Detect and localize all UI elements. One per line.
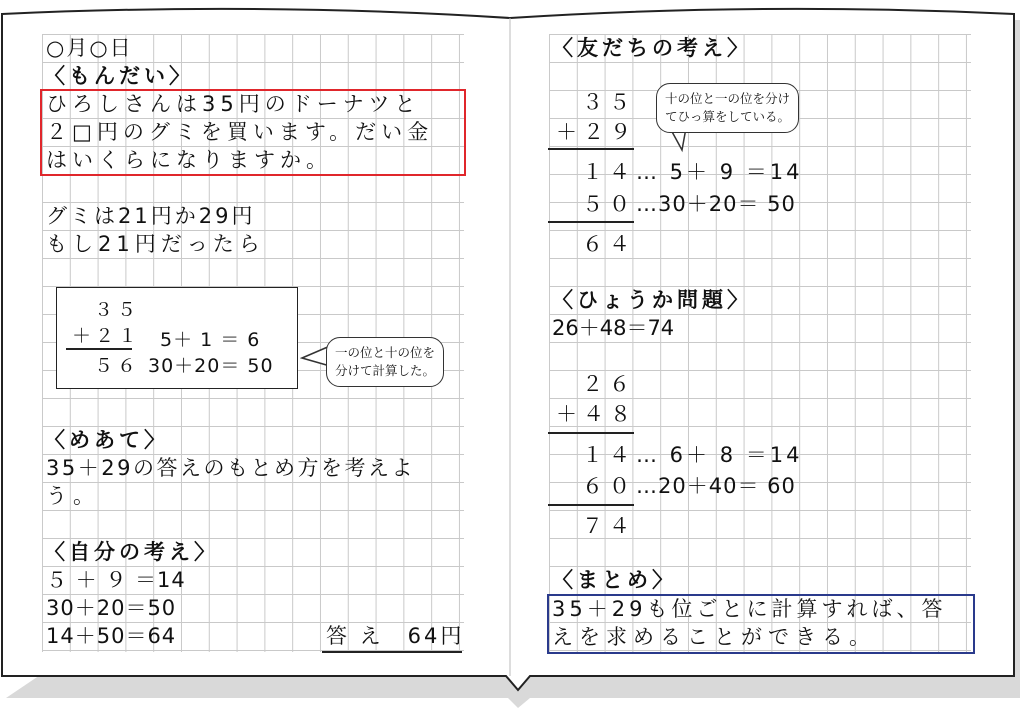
hyouka-equation: 26＋48＝74 (552, 316, 675, 340)
jibun-line-3: 14＋50＝64 (46, 624, 177, 648)
tomodachi-r1: １４ (582, 160, 636, 184)
jibun-heading: 〈自分の考え〉 (44, 540, 219, 564)
tomodachi-heading: 〈友だちの考え〉 (552, 36, 752, 60)
mondai-line-1: ひろしさんは35円のドーナツと (46, 92, 421, 116)
calc-eq-2: 30＋20＝ 50 (148, 355, 274, 377)
mondai-heading: 〈もんだい〉 (44, 64, 194, 88)
gumi-line-2: もし21円だったら (46, 232, 265, 256)
meate-heading: 〈めあて〉 (44, 428, 169, 452)
meate-line-1: 35＋29の答えのもとめ方を考えよ (46, 456, 415, 480)
tomodachi-r1-note: … 5＋ 9 ＝14 (636, 160, 803, 184)
calc-bubble (326, 337, 444, 387)
hyouka-r2-note: …20＋40＝ 60 (636, 474, 796, 498)
hyouka-top: ２６ (582, 372, 636, 396)
hyouka-r2: ６０ (582, 474, 636, 498)
hyouka-r1: １４ (582, 443, 636, 467)
date-label: ○月○日 (46, 36, 133, 60)
tomodachi-top: ３５ (582, 90, 636, 114)
hyouka-heading: 〈ひょうか問題〉 (552, 288, 752, 312)
jibun-line-1: ５ ＋ ９ ＝14 (46, 568, 186, 592)
calc-bubble-line-2: 分けて計算した。 (335, 363, 436, 378)
mondai-line-3: はいくらになりますか。 (46, 148, 332, 172)
matome-line-2: えを求めることができる。 (552, 625, 876, 649)
calc-result: ５６ (94, 355, 141, 377)
matome-line-1: 35＋29も位ごとに計算すれば、答 (552, 597, 947, 621)
tomodachi-plus: ＋２９ (556, 120, 637, 144)
tomodachi-rule-1 (548, 148, 634, 150)
hyouka-r1-note: … 6＋ 8 ＝14 (636, 443, 803, 467)
hyouka-rule-2 (548, 504, 634, 506)
tomodachi-bubble-line-2: てひっ算をしている。 (665, 109, 791, 124)
calc-eq-1: 5＋ 1 ＝ 6 (160, 329, 261, 351)
calc-plus: ＋２１ (72, 325, 142, 347)
tomodachi-r2-note: …30＋20＝ 50 (636, 192, 796, 216)
hyouka-total: ７４ (582, 514, 636, 538)
calc-rule (66, 348, 132, 350)
answer-underline (322, 651, 462, 653)
tomodachi-rule-2 (548, 221, 634, 223)
tomodachi-r2: ５０ (582, 192, 636, 216)
calc-bubble-line-1: 一の位と十の位を (335, 345, 436, 360)
tomodachi-total: ６４ (582, 232, 636, 256)
tomodachi-bubble-line-1: 十の位と一の位を分け (665, 91, 791, 106)
meate-line-2: う。 (46, 484, 100, 508)
answer-label: 答 え 64円 (326, 624, 465, 648)
jibun-line-2: 30＋20＝50 (46, 596, 177, 620)
tomodachi-bubble (656, 83, 799, 133)
mondai-line-2: ２□円のグミを買います。だい金 (46, 120, 434, 144)
gumi-line-1: グミは21円か29円 (46, 204, 256, 228)
calc-top: ３５ (94, 299, 141, 321)
matome-heading: 〈まとめ〉 (552, 568, 677, 592)
hyouka-rule-1 (548, 432, 634, 434)
hyouka-plus: ＋４８ (556, 402, 637, 426)
